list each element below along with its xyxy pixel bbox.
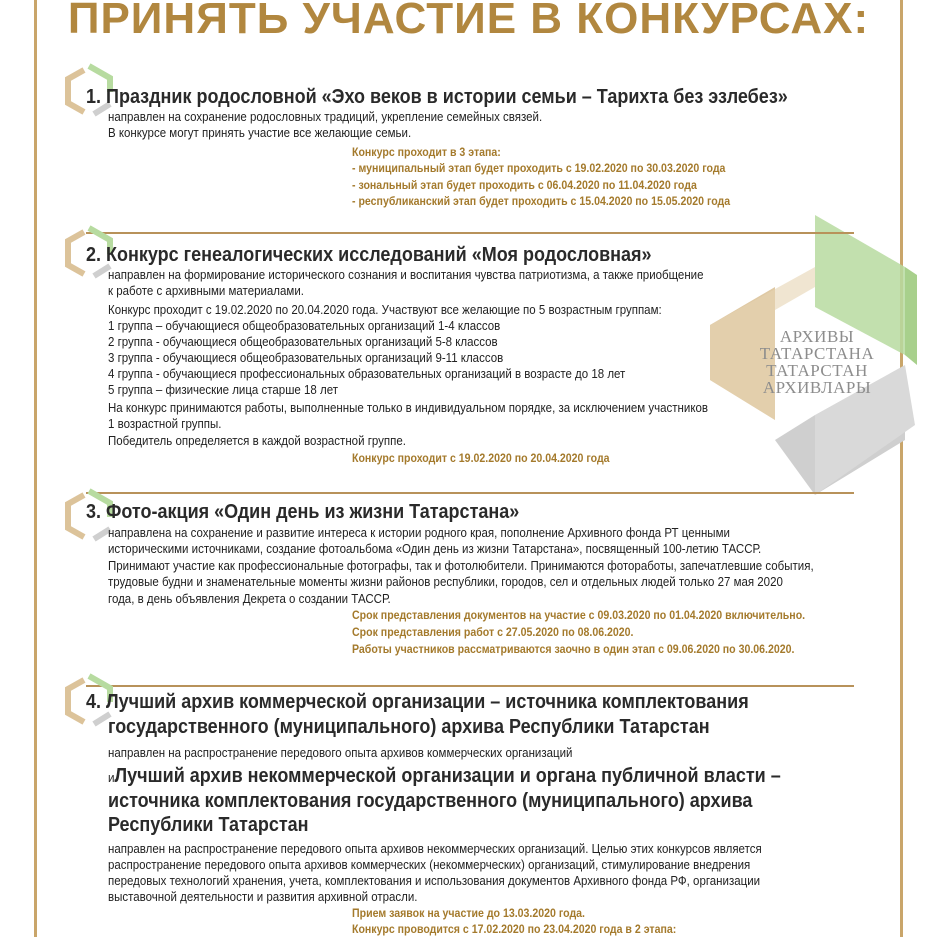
section-1-text: В конкурсе могут принять участие все желающие семьи. [108,126,412,140]
section-4-note: Конкурс проводится с 17.02.2020 по 23.04.2020 года в 2 этапа: [352,924,677,936]
section-4-subtitle: Республики Татарстан [108,814,309,836]
section-2-text: к работе с архивными материалами. [108,284,304,298]
section-4-title: 4. Лучший архив коммерческой организации – источника комплектования [86,691,749,713]
section-4-text: выставочной деятельности и развития архивной отрасли. [108,890,418,904]
section-3-text: трудовые будни и знаменательные моменты жизни районов республики, городов, сел и отдельных людей только 27 мая 2020 [108,575,783,589]
section-1-note: - муниципальный этап будет проходить с 19.02.2020 по 30.03.2020 года [352,163,726,175]
section-2-text: 2 группа - обучающиеся общеобразовательных организаций 5-8 классов [108,335,498,349]
section-3-text: Принимают участие как профессиональные фотографы, так и фотолюбители. Принимаются фотоработы, запечатлевшие события, [108,559,814,573]
section-4-text: направлен на распространение передового опыта архивов коммерческих организаций [108,746,573,760]
section-2-title: 2. Конкурс генеалогических исследований «Моя родословная» [86,244,652,266]
logo-line: ТАТАРСТАН [766,361,868,380]
section-1-title: 1. Праздник родословной «Эхо веков в истории семьи – Тарихта без эзлебез» [86,86,788,108]
subtitle-line: Лучший архив некоммерческой организации и органа публичной власти – [114,765,781,787]
section-2-text: Победитель определяется в каждой возрастной группе. [108,434,406,448]
section-3-note: Работы участников рассматриваются заочно в один этап с 09.06.2020 по 30.06.2020. [352,644,795,656]
section-4-text: распространение передового опыта архивов коммерческих (некоммерческих) организаций, стимулирование внедрения [108,858,751,872]
logo-line: АРХИВЛАРЫ [762,378,872,397]
logo-line: АРХИВЫ [779,327,855,346]
logo-text [752,328,882,396]
section-2-text: 1 возрастной группы. [108,417,222,431]
section-2-text: 3 группа - обучающиеся общеобразовательных организаций 9-11 классов [108,351,504,365]
section-divider [86,492,854,494]
section-3-text: историческими источниками, создание фотоальбома «Один день из жизни Татарстана», посвященный 100-летию ТАССР. [108,542,762,556]
section-2-text: 4 группа - обучающиеся профессиональных образовательных организаций в возрасте до 18 лет [108,367,626,381]
section-3-text: направлена на сохранение и развитие интереса к истории родного края, пополнение Архивного фонда РТ ценными [108,526,730,540]
section-3-note: Срок представления документов на участие с 09.03.2020 по 01.04.2020 включительно. [352,610,806,622]
section-1-note: - республиканский этап будет проходить с 15.04.2020 по 15.05.2020 года [352,196,731,208]
section-4-title-line2: государственного (муниципального) архива Республики Татарстан [108,716,710,738]
section-2-text: направлен на формирование исторического сознания и воспитания чувства патриотизма, а также приобщение [108,268,704,282]
frame-left-border [34,0,37,937]
section-divider [86,232,854,234]
section-2-note: Конкурс проходит с 19.02.2020 по 20.04.2020 года [352,453,610,465]
logo-line: ТАТАРСТАНА [759,344,875,363]
section-4-text: направлен на распространение передового опыта архивов некоммерческих организаций. Целью этих конкурсов является [108,842,762,856]
section-3-title: 3. Фото-акция «Один день из жизни Татарстана» [86,501,520,523]
section-2-text: Конкурс проходит с 19.02.2020 по 20.04.2020 года. Участвуют все желающие по 5 возрастным группам: [108,303,662,317]
section-3-text: года, в день объявления Декрета о создании ТАССР. [108,592,391,606]
section-1-text: направлен на сохранение родословных традиций, укрепление семейных связей. [108,110,543,124]
section-3-note: Срок представления работ с 27.05.2020 по 08.06.2020. [352,627,634,639]
section-2-text: На конкурс принимаются работы, выполненные только в индивидуальном порядке, за исключением участников [108,401,709,415]
page-title: ПРИНЯТЬ УЧАСТИЕ В КОНКУРСАХ: [67,0,870,43]
section-4-subtitle: источника комплектования государственного (муниципального) архива [108,790,753,812]
section-divider [86,685,854,687]
section-4-subtitle [108,764,781,790]
and-word: и [108,770,115,785]
section-2-text: 5 группа – физические лица старше 18 лет [108,383,338,397]
section-2-text: 1 группа – обучающиеся общеобразовательных организаций 1-4 классов [108,319,501,333]
section-1-note: - зональный этап будет проходить с 06.04.2020 по 11.04.2020 года [352,180,697,192]
section-1-note: Конкурс проходит в 3 этапа: [352,147,501,159]
section-4-text: передовых технологий хранения, учета, комплектования и использования документов Архивного фонда РФ, организации [108,874,761,888]
section-4-note: Прием заявок на участие до 13.03.2020 года. [352,908,585,920]
